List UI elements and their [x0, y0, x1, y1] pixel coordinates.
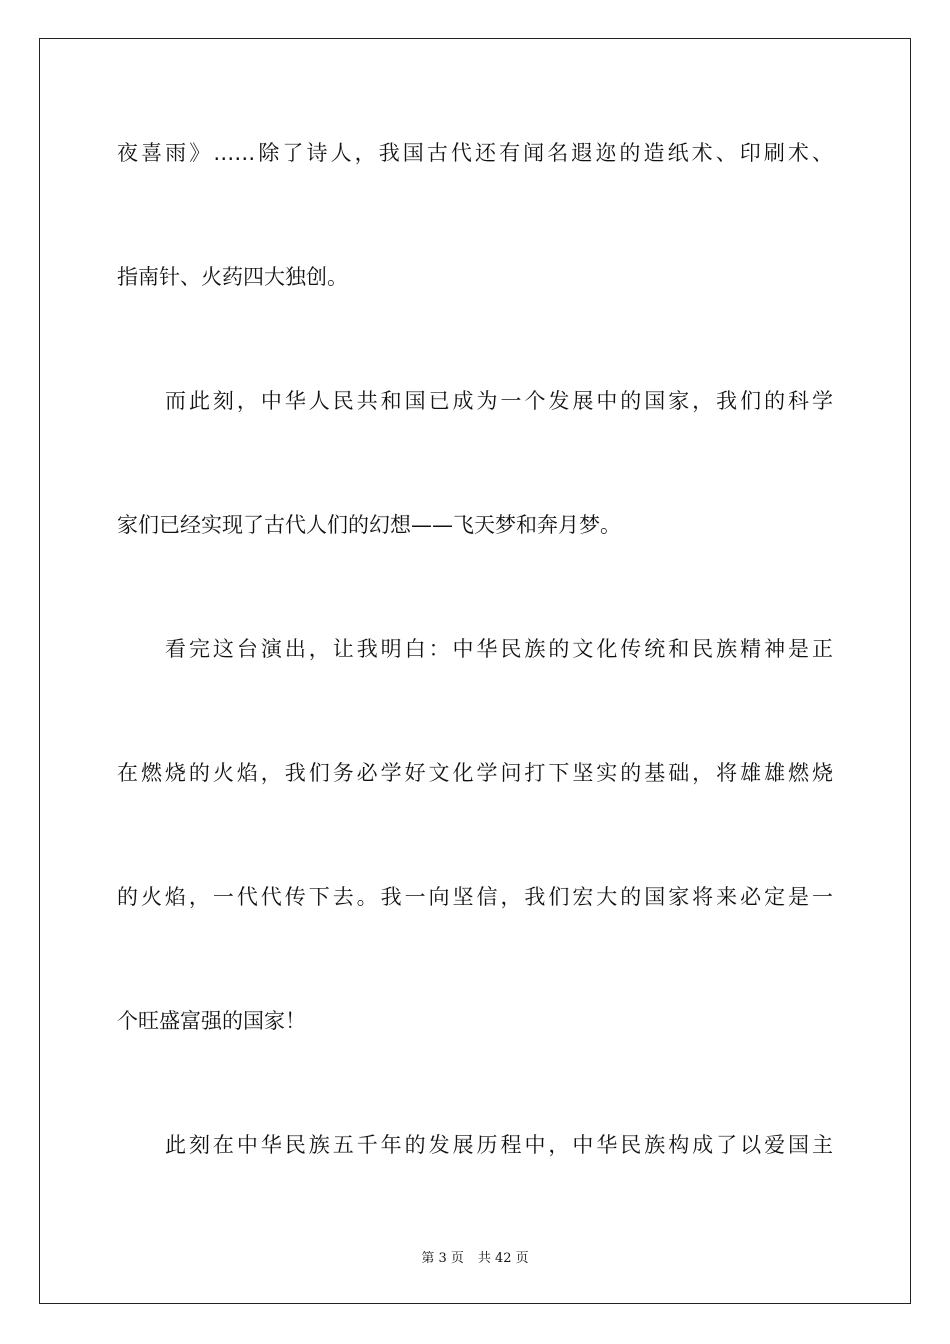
text-line-9: 此刻在中华民族五千年的发展历程中，中华民族构成了以爱国主 [165, 1133, 833, 1157]
page-number: 第 3 页 [421, 1251, 464, 1266]
text-line-8: 个旺盛富强的国家！ [117, 1009, 306, 1033]
page-footer [0, 1247, 950, 1266]
text-line-5: 看完这台演出，让我明白：中华民族的文化传统和民族精神是正 [165, 637, 833, 661]
text-line-3: 而此刻，中华人民共和国已成为一个发展中的国家，我们的科学 [165, 389, 833, 413]
total-pages: 共 42 页 [477, 1251, 529, 1266]
page-border [39, 38, 911, 1304]
text-line-2: 指南针、火药四大独创。 [117, 265, 348, 289]
text-line-1: 夜喜雨》……除了诗人，我国古代还有闻名遐迩的造纸术、印刷术、 [117, 141, 833, 165]
text-line-7: 的火焰，一代代传下去。我一向坚信，我们宏大的国家将来必定是一 [117, 885, 833, 909]
text-line-6: 在燃烧的火焰，我们务必学好文化学问打下坚实的基础，将雄雄燃烧 [117, 761, 833, 785]
text-line-4: 家们已经实现了古代人们的幻想——飞天梦和奔月梦。 [117, 513, 621, 537]
